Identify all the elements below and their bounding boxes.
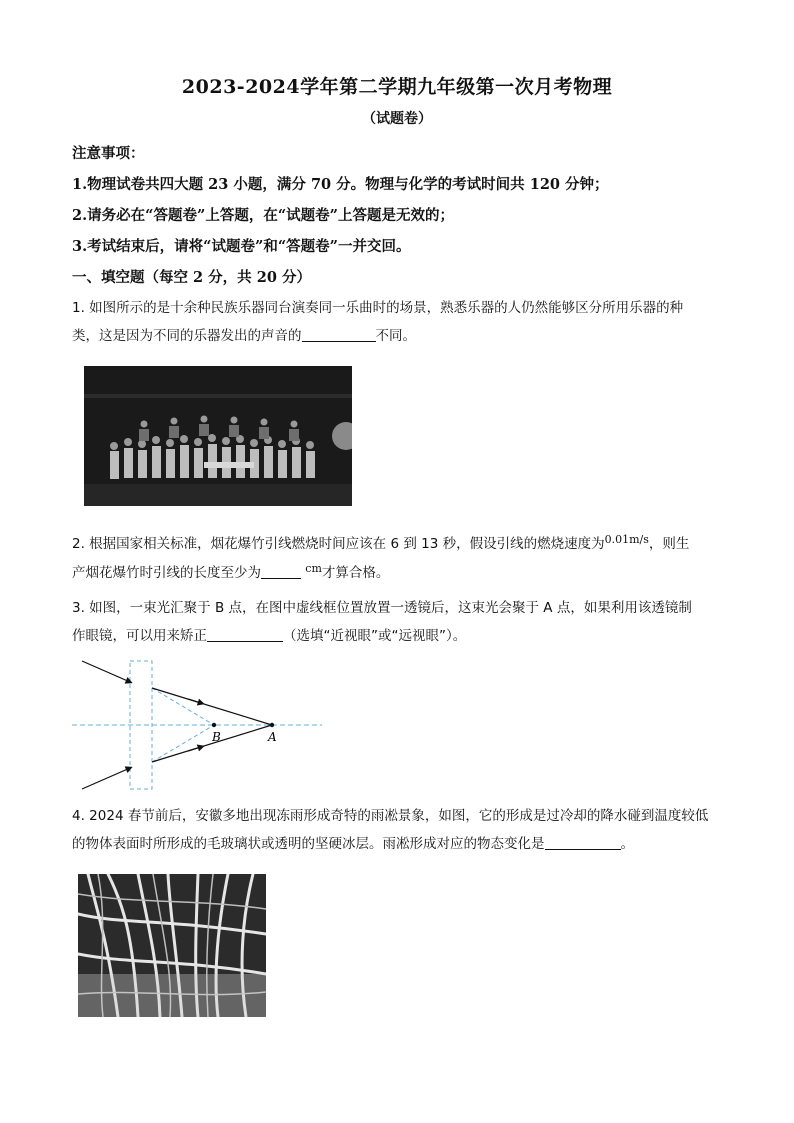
length-unit: cm: [305, 562, 322, 575]
note-item-2: 2.请务必在“答题卷”上答题，在“试题卷”上答题是无效的；: [72, 207, 454, 224]
note-item-1: 1.物理试卷共四大题 23 小题，满分 70 分。物理与化学的考试时间共 120 分钟；: [72, 176, 609, 193]
ray-arrow-top: [188, 699, 202, 703]
question-2-text-2: 产烟花爆竹时引线的长度至少为: [72, 565, 261, 581]
question-4-line-1: 4. 2024 春节前后，安徽多地出现冻雨形成奇特的雨凇景象，如图，它的形成是过冷却的降水碰到温度较低: [72, 808, 709, 824]
question-3-text-end: （选填“近视眼”或“远视眼”）。: [283, 628, 467, 644]
ray-arrow-bottom: [188, 747, 202, 751]
original-ray-top: [152, 688, 214, 725]
question-3-line-1: 3. 如图，一束光汇聚于 B 点，在图中虚线框位置放置一透镜后，这束光会聚于 A 点，如果利用该透镜制: [72, 600, 692, 616]
question-1-text-end: 不同。: [375, 328, 416, 344]
question-2: [72, 530, 728, 588]
point-a: [270, 723, 274, 727]
answer-blank-3[interactable]: [207, 625, 283, 642]
original-ray-bottom: [152, 725, 214, 762]
question-3-text: 作眼镜，可以用来矫正: [72, 628, 207, 644]
question-2-text-mid: ，则生: [648, 536, 690, 552]
question-2-text: 2. 根据国家相关标准，烟花爆竹引线燃烧时间应该在 6 到 13 秒，假设引线的燃烧速度为: [72, 536, 605, 552]
page-subtitle: （试题卷）: [362, 111, 432, 127]
page-title: 2023-2024学年第二学期九年级第一次月考物理: [181, 76, 613, 98]
refracted-ray-top: [152, 688, 272, 725]
question-4-line-2: [72, 830, 728, 858]
question-1-line-1: 1. 如图所示的是十余种民族乐器同台演奏同一乐曲时的场景，熟悉乐器的人仍然能够区分所用乐器的种: [72, 300, 684, 316]
question-1-text: 类，这是因为不同的乐器发出的声音的: [72, 328, 302, 344]
question-4-text-end: 。: [620, 836, 634, 852]
label-b: B: [212, 730, 221, 744]
question-2-line-2: [72, 559, 728, 588]
point-b: [212, 723, 216, 727]
incident-ray-top: [82, 661, 130, 682]
question-2-line-1: [72, 530, 728, 559]
lens-ray-diagram: [68, 655, 328, 795]
question-3: [72, 594, 728, 650]
answer-blank-4[interactable]: [545, 833, 621, 850]
question-1-line-2: [72, 322, 728, 350]
notes-heading: 注意事项：: [72, 145, 145, 162]
question-4: [72, 802, 728, 858]
answer-blank-2[interactable]: [261, 562, 301, 579]
section-heading-fill-in: 一、填空题（每空 2 分，共 20 分）: [72, 269, 311, 286]
question-2-text-end: 才算合格。: [321, 565, 390, 581]
rime-ice-photo: [78, 874, 266, 1017]
question-4-text: 的物体表面时所形成的毛玻璃状或透明的坚硬冰层。雨凇形成对应的物态变化是: [72, 836, 545, 852]
incident-ray-bottom: [82, 768, 130, 789]
note-item-3: 3.考试结束后，请将“试题卷”和“答题卷”一并交回。: [72, 238, 411, 255]
label-a: A: [268, 730, 277, 744]
question-3-line-2: [72, 622, 728, 650]
answer-blank-1[interactable]: [302, 325, 376, 342]
orchestra-photo: [84, 366, 352, 506]
speed-value: 0.01m/s: [604, 533, 649, 546]
question-1: [72, 294, 728, 350]
